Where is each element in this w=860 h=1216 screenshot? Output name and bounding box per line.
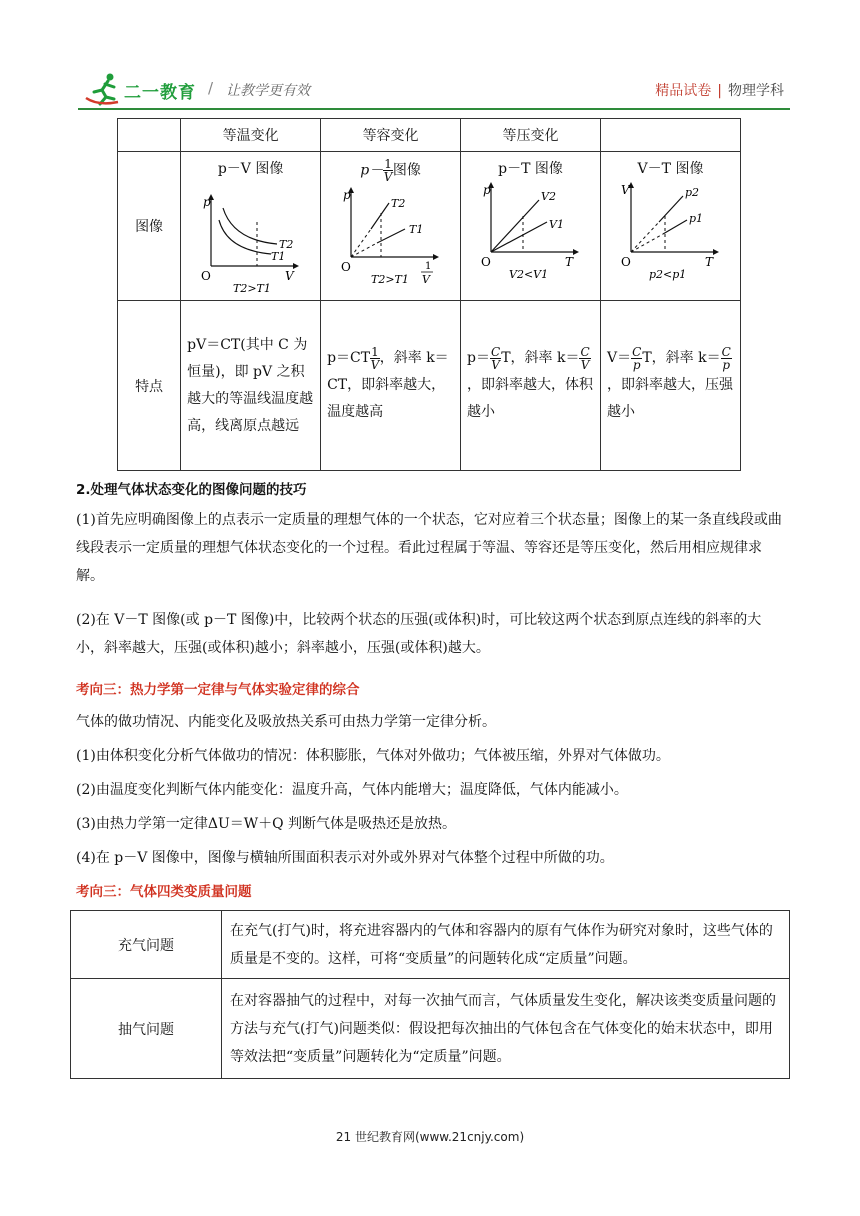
graph-p-invv-origin: O	[341, 260, 351, 274]
graph-pt-ylabel: p	[483, 183, 491, 197]
corner-cell	[118, 119, 181, 152]
row-text-inflate: 在充气(打气)时，将充进容器内的气体和容器内的原有气体作为研究对象时，这些气体的质量是不变的。这样，可将“变质量”的问题转化成“定质量”问题。	[222, 911, 790, 979]
graph-vt-line-p1: p1	[689, 212, 704, 225]
feat4-b: T，斜率 k＝	[642, 350, 721, 366]
header-isothermal: 等温变化	[181, 119, 321, 152]
logo-slogan: 让教学更有效	[226, 83, 310, 99]
section2-title: 2.处理气体状态变化的图像问题的技巧	[76, 482, 307, 498]
header-isobaric: 等压变化	[461, 119, 601, 152]
graph-pt-xlabel: T	[565, 255, 574, 269]
graph-pv-origin: O	[201, 269, 211, 283]
graph-p-invv-xfrac-n: 1	[425, 261, 432, 272]
section3-intro: 气体的做功情况、内能变化及吸放热关系可由热力学第一定律分析。	[76, 714, 496, 730]
graph-p-invv-line-t1: T1	[409, 223, 424, 236]
graph-p-invv-prefix: p－	[360, 162, 384, 179]
graph-vt-xlabel: T	[705, 255, 714, 269]
graph-pt-line-v1: V1	[549, 218, 564, 231]
graph-pv-title: p－V 图像	[217, 161, 284, 177]
header-sep: |	[717, 83, 722, 99]
section4-title: 考向三：气体四类变质量问题	[76, 884, 252, 900]
graph-vt-title: V－T 图像	[637, 161, 704, 177]
graph-p-invv-condition: T2>T1	[371, 273, 409, 286]
graph-p-invv-title	[321, 158, 460, 183]
header-subject	[655, 80, 784, 100]
feat3-frac1-n: C	[491, 344, 501, 359]
header-label-b: 物理学科	[728, 83, 784, 99]
graph-pv-cell	[181, 152, 321, 301]
graph-pv-xlabel: V	[285, 269, 294, 283]
logo-text: 二一教育	[124, 83, 196, 103]
graph-pv	[181, 178, 319, 296]
feat3-a: p＝	[467, 350, 491, 366]
graph-p-invv-xfrac-d: V	[422, 273, 431, 286]
graph-pv-curve-t2: T2	[279, 238, 294, 251]
section3-item-1: (1)由体积变化分析气体做功的情况：体积膨胀，气体对外做功；气体被压缩，外界对气体做功。	[76, 748, 670, 764]
feat3-b: T，斜率 k＝	[501, 350, 580, 366]
graph-pt-title: p－T 图像	[498, 161, 563, 177]
graph-pt-line-v2: V2	[541, 190, 556, 203]
feature-isochoric	[321, 301, 461, 471]
row-label-graph: 图像	[118, 152, 181, 301]
feature-isobaric	[461, 301, 601, 471]
header-rule	[78, 108, 790, 110]
row-label-features: 特点	[118, 301, 181, 471]
graph-p-invv-ylabel: p	[343, 188, 351, 202]
header-isochoric: 等容变化	[321, 119, 461, 152]
feat3-c: ，即斜率越大，体积越小	[467, 377, 594, 420]
graph-p-invv-line-t2: T2	[391, 197, 406, 210]
graph-p-invv	[321, 183, 459, 287]
section3-item-3: (3)由热力学第一定律ΔU＝W＋Q 判断气体是吸热还是放热。	[76, 816, 457, 832]
feat4-frac2-n: C	[721, 344, 731, 359]
feat4-c: ，即斜率越大，压强越小	[607, 377, 733, 420]
feat3-frac2	[579, 346, 590, 371]
feat2-b: ，斜率 k＝CT，即斜率越大，温度越高	[327, 350, 449, 420]
header-label-a: 精品试卷	[655, 83, 712, 99]
graph-p-invv-cell	[321, 152, 461, 301]
variable-mass-table	[70, 910, 790, 1079]
row-label-inflate: 充气问题	[71, 911, 222, 979]
feat2-a: p＝CT	[327, 350, 371, 366]
row-text-pump: 在对容器抽气的过程中，对每一次抽气而言，气体质量发生变化，解决该类变质量问题的方法与充气(打气)问题类似：假设把每次抽出的气体包含在气体变化的始末状态中，即用等效法把“变质量”问题转化为“定质量”问题。	[222, 979, 790, 1079]
graph-pv-condition: T2>T1	[233, 282, 272, 295]
section3-item-4: (4)在 p－V 图像中，图像与横轴所围面积表示对外或外界对气体整个过程中所做的功。	[76, 850, 614, 866]
graph-vt-condition: p2<p1	[649, 268, 687, 281]
feat2-frac-n: 1	[371, 344, 379, 359]
section2-p2: (2)在 V－T 图像(或 p－T 图像)中，比较两个状态的压强(或体积)时，可比较这两个状态到原点连线的斜率的大小，斜率越大，压强(或体积)越小；斜率越小，压强(或体积)越大。	[76, 612, 762, 656]
graph-pv-curve-t1: T1	[271, 250, 286, 263]
graph-vt	[601, 178, 739, 282]
feat4-frac2	[721, 346, 732, 371]
feat4-frac2-d: p	[722, 357, 731, 372]
logo-slash: /	[208, 79, 214, 97]
section2-p1: (1)首先应明确图像上的点表示一定质量的理想气体的一个状态，它对应着三个状态量；图像上的某一条直线段或曲线段表示一定质量的理想气体状态变化的一个过程。看此过程属于等温、等容还是等压变化，然后用相应规律求解。	[76, 512, 782, 584]
header-empty	[601, 119, 741, 152]
feat2-frac	[370, 346, 380, 371]
feat3-frac1	[490, 346, 501, 371]
section3-item-2: (2)由温度变化判断气体内能变化：温度升高，气体内能增大；温度降低，气体内能减小。	[76, 782, 628, 798]
graph-pt-cell	[461, 152, 601, 301]
feat4-frac1	[631, 346, 642, 371]
runner-logo-icon	[84, 72, 124, 106]
page-footer: 21 世纪教育网(www.21cnjy.com)	[335, 1130, 525, 1144]
feat3-frac2-d: V	[580, 357, 590, 372]
page-header	[70, 62, 790, 114]
graph-p-invv-frac-n: 1	[384, 157, 392, 171]
feat4-frac1-n: C	[632, 344, 642, 359]
feat4-a: V＝	[607, 350, 632, 366]
graph-p-invv-frac-d: V	[383, 170, 393, 184]
gas-graph-table	[117, 118, 741, 471]
row-label-pump: 抽气问题	[71, 979, 222, 1079]
graph-p-invv-suffix: 图像	[392, 162, 421, 179]
graph-vt-origin: O	[621, 255, 631, 269]
feat3-frac2-n: C	[580, 344, 590, 359]
graph-pv-ylabel: p	[203, 195, 211, 209]
graph-pt-origin: O	[481, 255, 491, 269]
feature-isothermal: pV＝CT(其中 C 为恒量)，即 pV 之积越大的等温线温度越高，线离原点越远	[181, 301, 321, 471]
graph-vt-line-p2: p2	[685, 186, 700, 199]
section3-title: 考向三：热力学第一定律与气体实验定律的综合	[76, 682, 360, 698]
graph-pt	[461, 178, 599, 282]
graph-pt-condition: V2<V1	[509, 268, 549, 281]
graph-vt-ylabel: V	[621, 183, 630, 197]
graph-vt-cell	[601, 152, 741, 301]
graph-p-invv-frac	[383, 158, 393, 183]
feat3-frac1-d: V	[491, 357, 500, 372]
feat4-frac1-d: p	[632, 357, 641, 372]
feature-vt	[601, 301, 741, 471]
feat2-frac-d: V	[370, 357, 380, 372]
